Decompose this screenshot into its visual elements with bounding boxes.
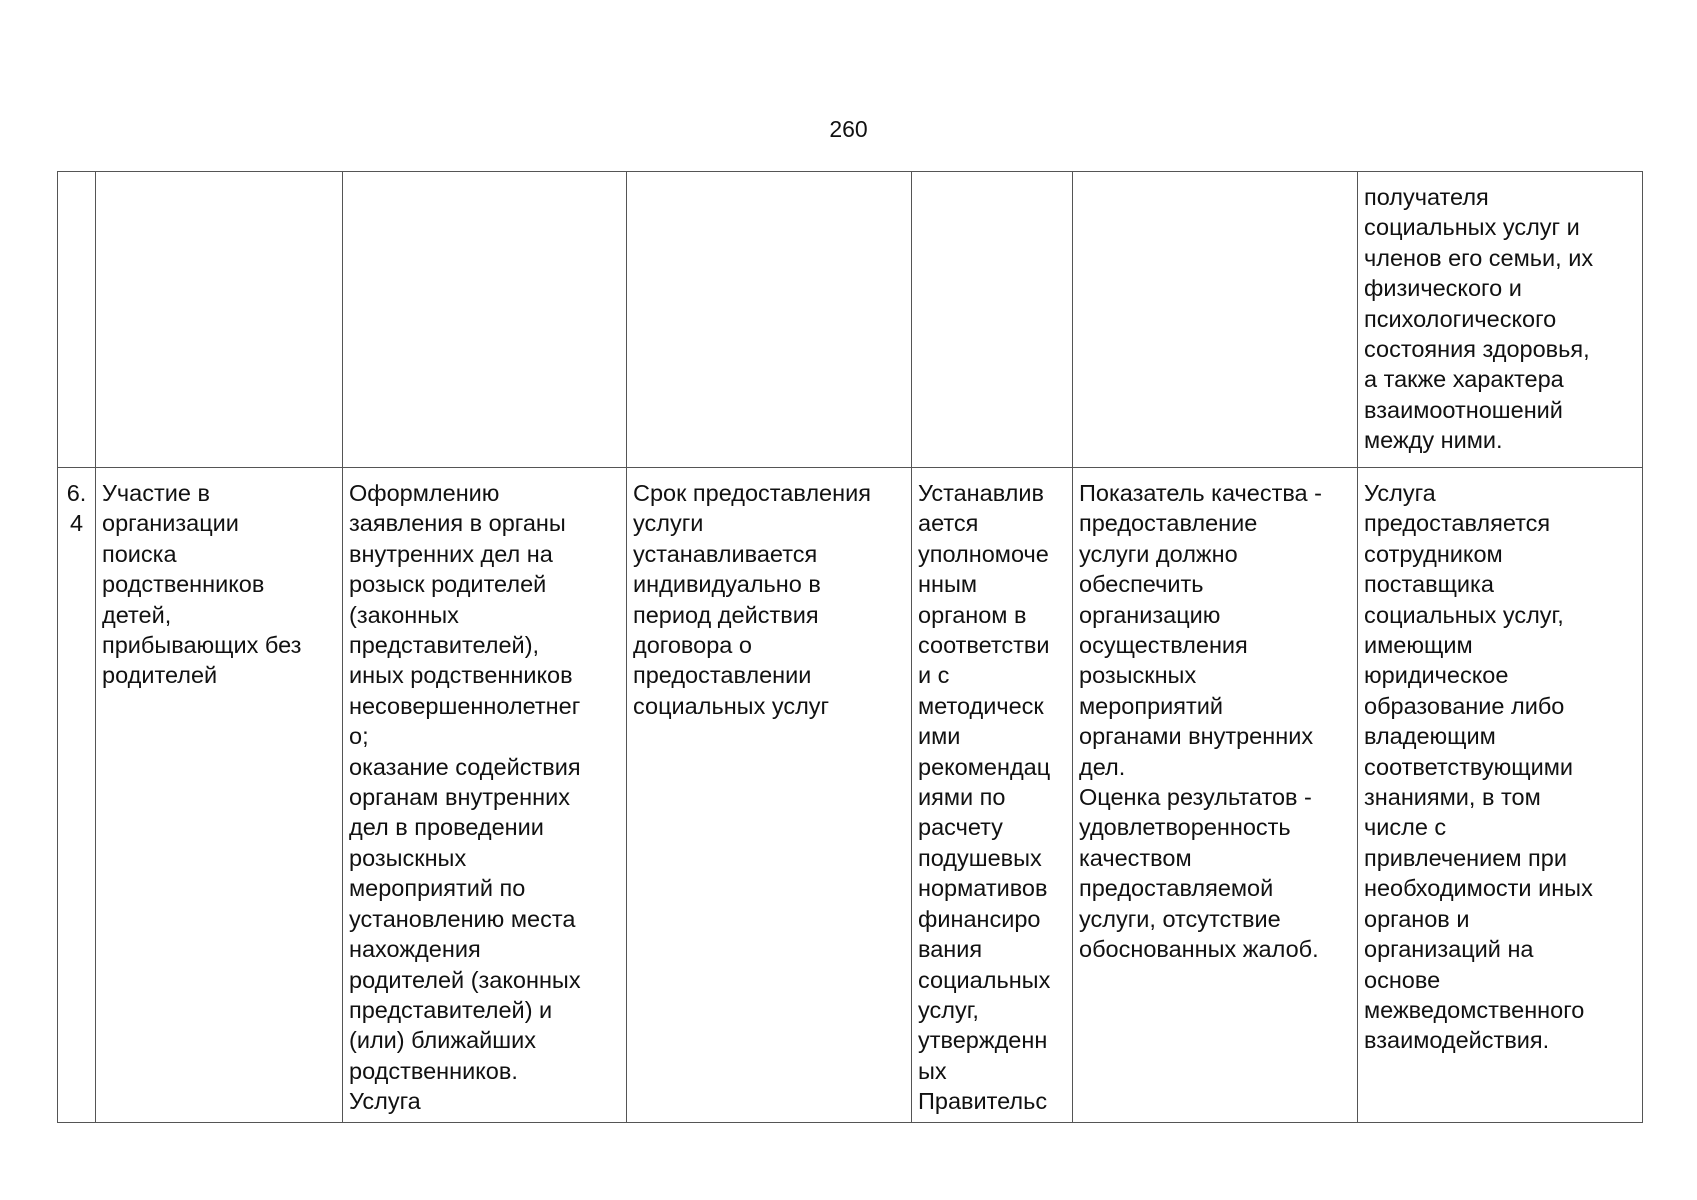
cell-service-description: Оформлению заявления в органы внутренних дел на розыск родителей (законных представителей), иных родственников несовершеннолетнег о; оказание содействия органам внутренних дел в проведении розыскных мероприятий по установлению места нахождения родителей (законных представителей) и (или) ближайших родственников. Услуга: [343, 468, 627, 1123]
cell-quality-indicators: [1073, 172, 1358, 468]
page-number: 260: [829, 116, 868, 142]
cell-service-name: [96, 172, 343, 468]
cell-conditions: получателя социальных услуг и членов его семьи, их физического и психологического состояния здоровья, а также характера взаимоотношений между ними.: [1358, 172, 1643, 468]
cell-service-term: Срок предоставления услуги устанавливается индивидуально в период действия договора о предоставлении социальных услуг: [627, 468, 912, 1123]
table-row: [58, 172, 1643, 468]
services-table: [57, 171, 1643, 1123]
cell-number: 6. 4: [58, 468, 96, 1123]
cell-quality-indicators: Показатель качества - предоставление услуги должно обеспечить организацию осуществления розыскных мероприятий органами внутренних дел. Оценка результатов - удовлетворенность качеством предоставляемой услуги, отсутствие обоснованных жалоб.: [1073, 468, 1358, 1123]
cell-service-name: Участие в организации поиска родственников детей, прибывающих без родителей: [96, 468, 343, 1123]
table-row: [58, 468, 1643, 1123]
cell-service-term: [627, 172, 912, 468]
cell-service-description: [343, 172, 627, 468]
cell-conditions: Услуга предоставляется сотрудником поставщика социальных услуг, имеющим юридическое образование либо владеющим соответствующими знаниями, в том числе с привлечением при необходимости иных органов и организаций на основе межведомственного взаимодействия.: [1358, 468, 1643, 1123]
cell-tariff: Устанавлив ается уполномоче нным органом в соответстви и с методическ ими рекомендац иями по расчету подушевых нормативов финансиро вания социальных услуг, утвержденн ых Правительс: [912, 468, 1073, 1123]
cell-tariff: [912, 172, 1073, 468]
cell-number: [58, 172, 96, 468]
